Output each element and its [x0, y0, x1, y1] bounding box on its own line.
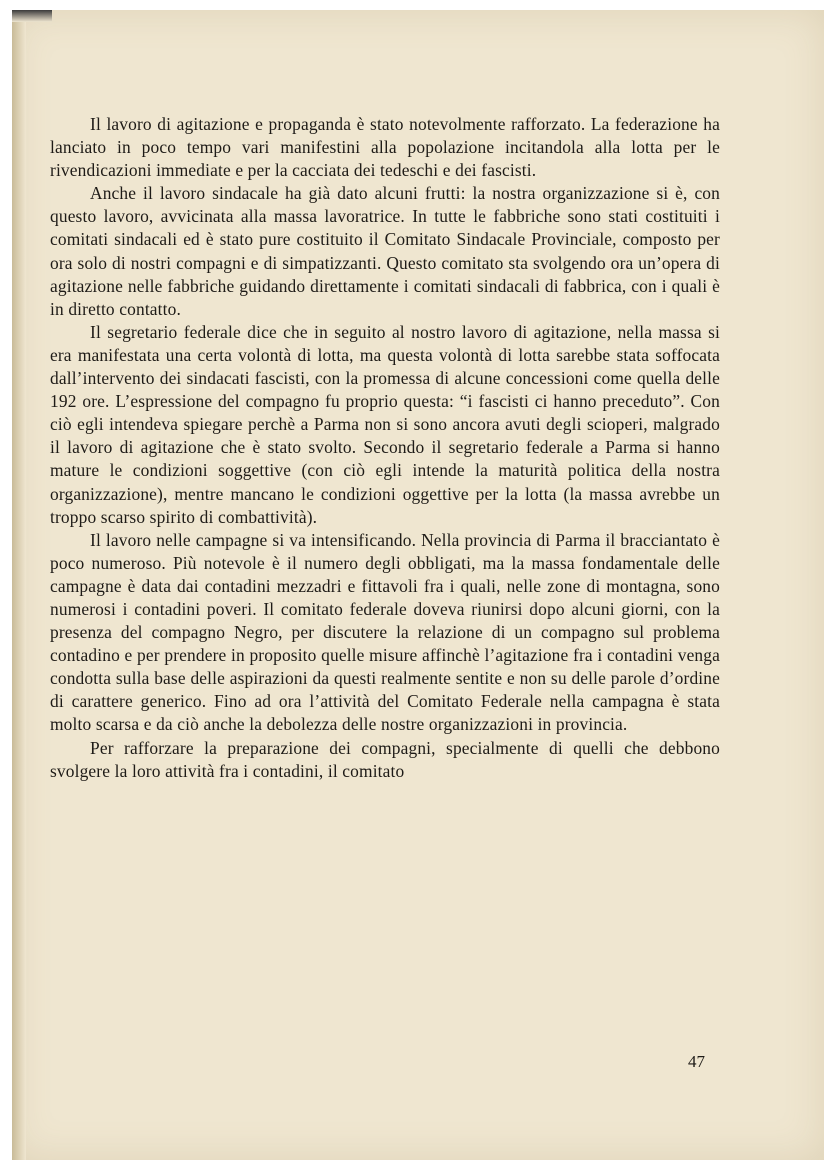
paragraph: Per rafforzare la preparazione dei compagni, specialmente di quelli che debbono svolgere la loro attività fra i contadini, il comitato [50, 737, 720, 781]
page-spine-shadow [12, 10, 26, 1160]
page-number: 47 [688, 1052, 705, 1071]
paragraph: Il lavoro di agitazione e propaganda è stato notevolmente rafforzato. La federazione ha lanciato in poco tempo vari manifestini alla popolazione incitandola alla lotta per le rivendicazioni immediate e per la cacciata dei tedeschi e dei fascisti. [50, 114, 720, 181]
page-corner-shadow [12, 10, 52, 22]
body-text [50, 113, 720, 783]
paragraph: Il lavoro nelle campagne si va intensificando. Nella provincia di Parma il bracciantato è poco numeroso. Più notevole è il numero degli obbligati, ma la massa fondamentale delle campagne è data dai contadini mezzadri e fittavoli fra i quali, nelle zone di montagna, sono numerosi i contadini poveri. Il comitato federale doveva riunirsi dopo alcuni giorni, con la presenza del compagno Negro, per discutere la relazione di un compagno sul problema contadino e per prendere in proposito quelle misure affinchè l’agitazione fra i contadini venga condotta sulla base delle aspirazioni da questi realmente sentite e non su delle parole d’ordine di carattere generico. Fino ad ora l’attività del Comitato Federale nella campagna è stata molto scarsa e da ciò anche la debolezza delle nostre organizzazioni in provincia. [50, 529, 720, 735]
paragraph: Il segretario federale dice che in seguito al nostro lavoro di agitazione, nella massa si era manifestata una certa volontà di lotta, ma questa volontà di lotta sarebbe stata soffocata dall’intervento dei sindacati fascisti, con la promessa di alcune concessioni come quella delle 192 ore. L’espressione del compagno fu proprio questa: “i fascisti ci hanno preceduto”. Con ciò egli intendeva spiegare perchè a Parma non si sono ancora avuti degli scioperi, malgrado il lavoro di agitazione che è stato svolto. Secondo il segretario federale a Parma si hanno mature le condizioni soggettive (con ciò egli intende la maturità politica della nostra organizzazione), mentre mancano le condizioni oggettive per la lotta (la massa avrebbe un troppo scarso spirito di combattività). [50, 321, 720, 527]
paragraph: Anche il lavoro sindacale ha già dato alcuni frutti: la nostra organizzazione si è, con questo lavoro, avvicinata alla massa lavoratrice. In tutte le fabbriche sono stati costituiti i comitati sindacali ed è stato pure costituito il Comitato Sindacale Provinciale, composto per ora solo di nostri compagni e di simpatizzanti. Questo comitato sta svolgendo ora un’opera di agitazione nelle fabbriche guidando direttamente i comitati sindacali di fabbrica, con i quali è in diretto contatto. [50, 183, 720, 319]
